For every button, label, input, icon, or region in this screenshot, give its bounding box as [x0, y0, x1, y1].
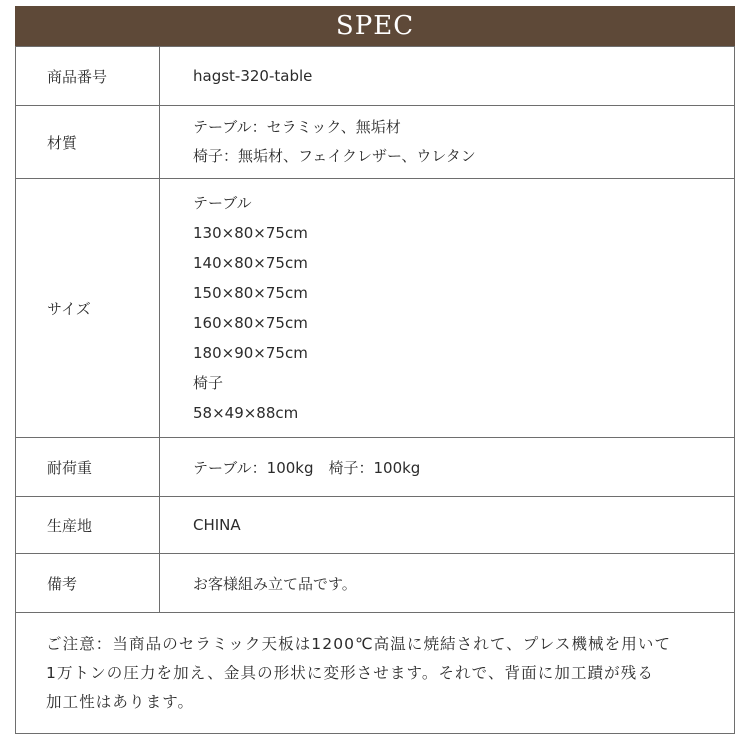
spec-value-line: 椅子: [193, 374, 224, 392]
caution-note-line: 加工性はあります。: [46, 693, 195, 711]
caution-note: [15, 613, 735, 734]
spec-value-line: 椅子：無垢材、フェイクレザー、ウレタン: [193, 147, 476, 165]
spec-table: [15, 46, 735, 613]
spec-value: [160, 438, 735, 497]
spec-label: 商品番号: [16, 47, 160, 106]
spec-row-size: [16, 179, 735, 438]
spec-value-line: 150×80×75cm: [193, 284, 308, 302]
spec-row-load-capacity: [16, 438, 735, 497]
spec-value: [160, 47, 735, 106]
spec-value-line: 160×80×75cm: [193, 314, 308, 332]
spec-value-line: 140×80×75cm: [193, 254, 308, 272]
spec-value-line: テーブル: [193, 194, 252, 212]
spec-value: [160, 106, 735, 179]
spec-label: 備考: [16, 554, 160, 613]
spec-label: 生産地: [16, 497, 160, 554]
spec-row-material: [16, 106, 735, 179]
spec-label: サイズ: [16, 179, 160, 438]
spec-row-remarks: [16, 554, 735, 613]
spec-value-line: 58×49×88cm: [193, 404, 299, 422]
spec-value-line: テーブル：100kg 椅子：100kg: [193, 458, 421, 477]
spec-value: [160, 497, 735, 554]
spec-title: SPEC: [335, 11, 415, 41]
spec-value-line: 130×80×75cm: [193, 224, 308, 242]
spec-label: 材質: [16, 106, 160, 179]
spec-value-line: 180×90×75cm: [193, 344, 308, 362]
spec-row-origin: [16, 497, 735, 554]
spec-value-line: hagst-320-table: [193, 67, 313, 85]
spec-value-line: テーブル：セラミック、無垢材: [193, 118, 401, 136]
spec-header: [15, 6, 735, 46]
spec-value-line: CHINA: [193, 516, 241, 534]
spec-row-product-number: [16, 47, 735, 106]
caution-note-line: 1万トンの圧力を加え、金具の形状に変形させます。それで、背面に加工蹟が残る: [46, 664, 654, 682]
spec-value: [160, 179, 735, 438]
caution-note-line: ご注意：当商品のセラミック天板は1200℃高温に焼結されて、プレス機械を用いて: [46, 635, 672, 653]
spec-value: [160, 554, 735, 613]
spec-label: 耐荷重: [16, 438, 160, 497]
spec-value-line: お客様組み立て品です。: [193, 574, 357, 593]
